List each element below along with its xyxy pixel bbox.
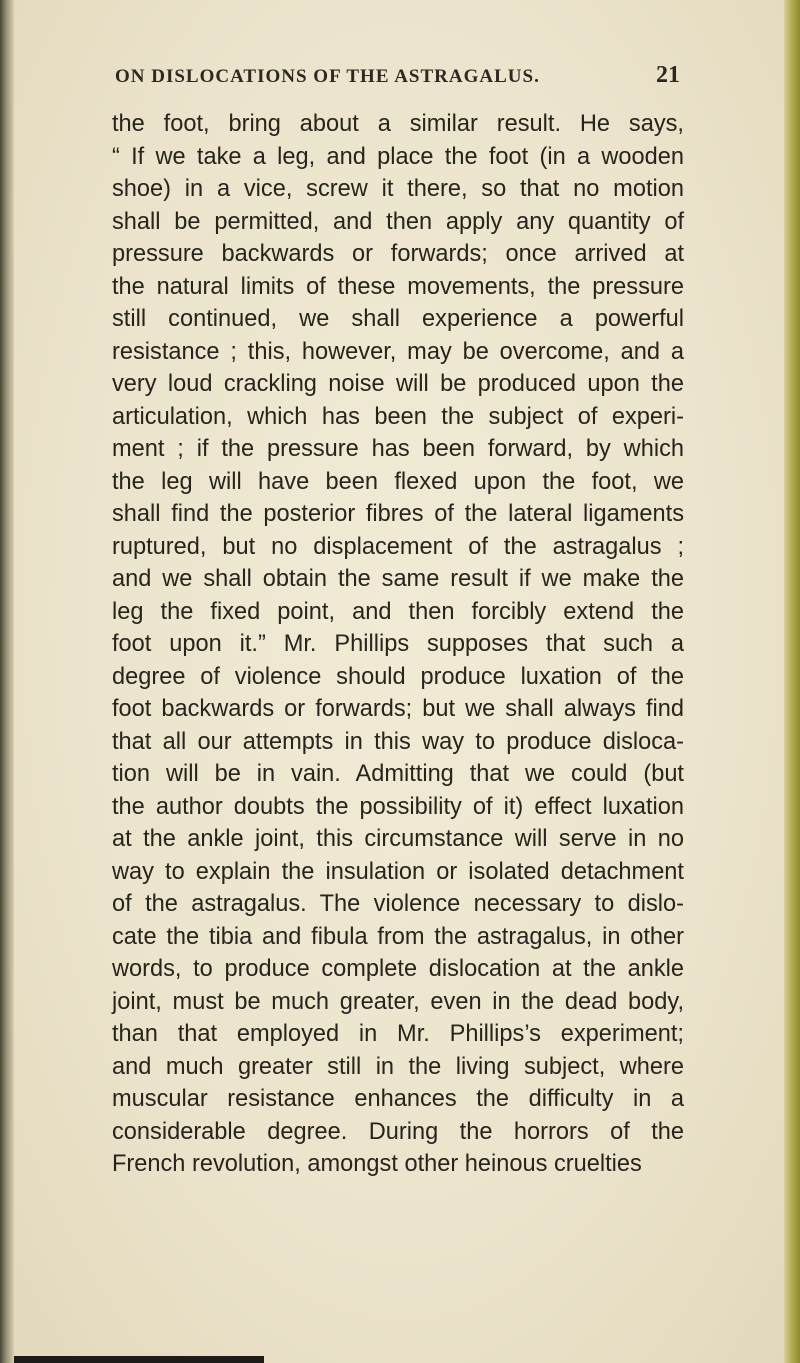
page-edge (784, 0, 800, 1363)
text-line-30: and much greater still in the living subject, where (112, 1053, 684, 1080)
text-line-27: words, to produce complete dislocation at the ankle (112, 956, 684, 982)
text-line-1: the foot, bring about a similar result. He says, (112, 111, 684, 137)
text-line-4: shall be permitted, and then apply any quantity of (112, 208, 684, 235)
text-line-5: pressure backwards or forwards; once arrived at (112, 241, 684, 267)
text-line-22: the author doubts the possibility of it) effect luxation (112, 793, 684, 820)
text-line-11: ment ; if the pressure has been forward, by which (112, 436, 684, 462)
text-line-31: muscular resistance enhances the difficulty in a (112, 1086, 684, 1112)
body-text (112, 108, 684, 1181)
text-line-17: foot upon it.” Mr. Phillips supposes that such a (112, 631, 684, 657)
text-line-10: articulation, which has been the subject of experi- (112, 403, 684, 430)
text-line-9: very loud crackling noise will be produced upon the (112, 371, 684, 397)
text-line-32: considerable degree. During the horrors of the (112, 1118, 684, 1145)
running-head-title: ON DISLOCATIONS OF THE ASTRAGALUS. (115, 66, 540, 87)
text-line-12: the leg will have been flexed upon the foot, we (112, 468, 684, 495)
text-line-23: at the ankle joint, this circumstance will serve in no (112, 826, 684, 852)
text-line-25: of the astragalus. The violence necessary to dislo- (112, 891, 684, 917)
text-line-29: than that employed in Mr. Phillips’s experiment; (112, 1021, 684, 1047)
page-number: 21 (656, 62, 680, 88)
text-line-15: and we shall obtain the same result if we make the (112, 566, 684, 592)
text-line-28: joint, must be much greater, even in the dead body, (112, 988, 684, 1015)
bottom-edge-shadow (14, 1356, 264, 1363)
text-line-7: still continued, we shall experience a powerful (112, 306, 684, 332)
text-line-21: tion will be in vain. Admitting that we could (but (112, 761, 684, 787)
text-line-24: way to explain the insulation or isolated detachment (112, 858, 684, 885)
running-head (105, 62, 685, 92)
text-line-26: cate the tibia and fibula from the astragalus, in other (112, 923, 684, 950)
text-line-19: foot backwards or forwards; but we shall always find (112, 696, 684, 722)
text-line-14: ruptured, but no displacement of the astragalus ; (112, 533, 684, 560)
text-line-16: leg the fixed point, and then forcibly extend the (112, 598, 684, 625)
text-line-33: French revolution, amongst other heinous cruelties (112, 1151, 642, 1177)
page-gutter-shadow (0, 0, 14, 1363)
text-line-18: degree of violence should produce luxation of the (112, 663, 684, 690)
text-line-13: shall find the posterior fibres of the lateral ligaments (112, 501, 684, 527)
text-line-6: the natural limits of these movements, the pressure (112, 273, 684, 300)
text-line-8: resistance ; this, however, may be overcome, and a (112, 338, 684, 365)
text-line-3: shoe) in a vice, screw it there, so that no motion (112, 176, 684, 202)
text-line-2: “ If we take a leg, and place the foot (in a wooden (112, 143, 684, 170)
text-line-20: that all our attempts in this way to produce disloca- (112, 728, 684, 755)
